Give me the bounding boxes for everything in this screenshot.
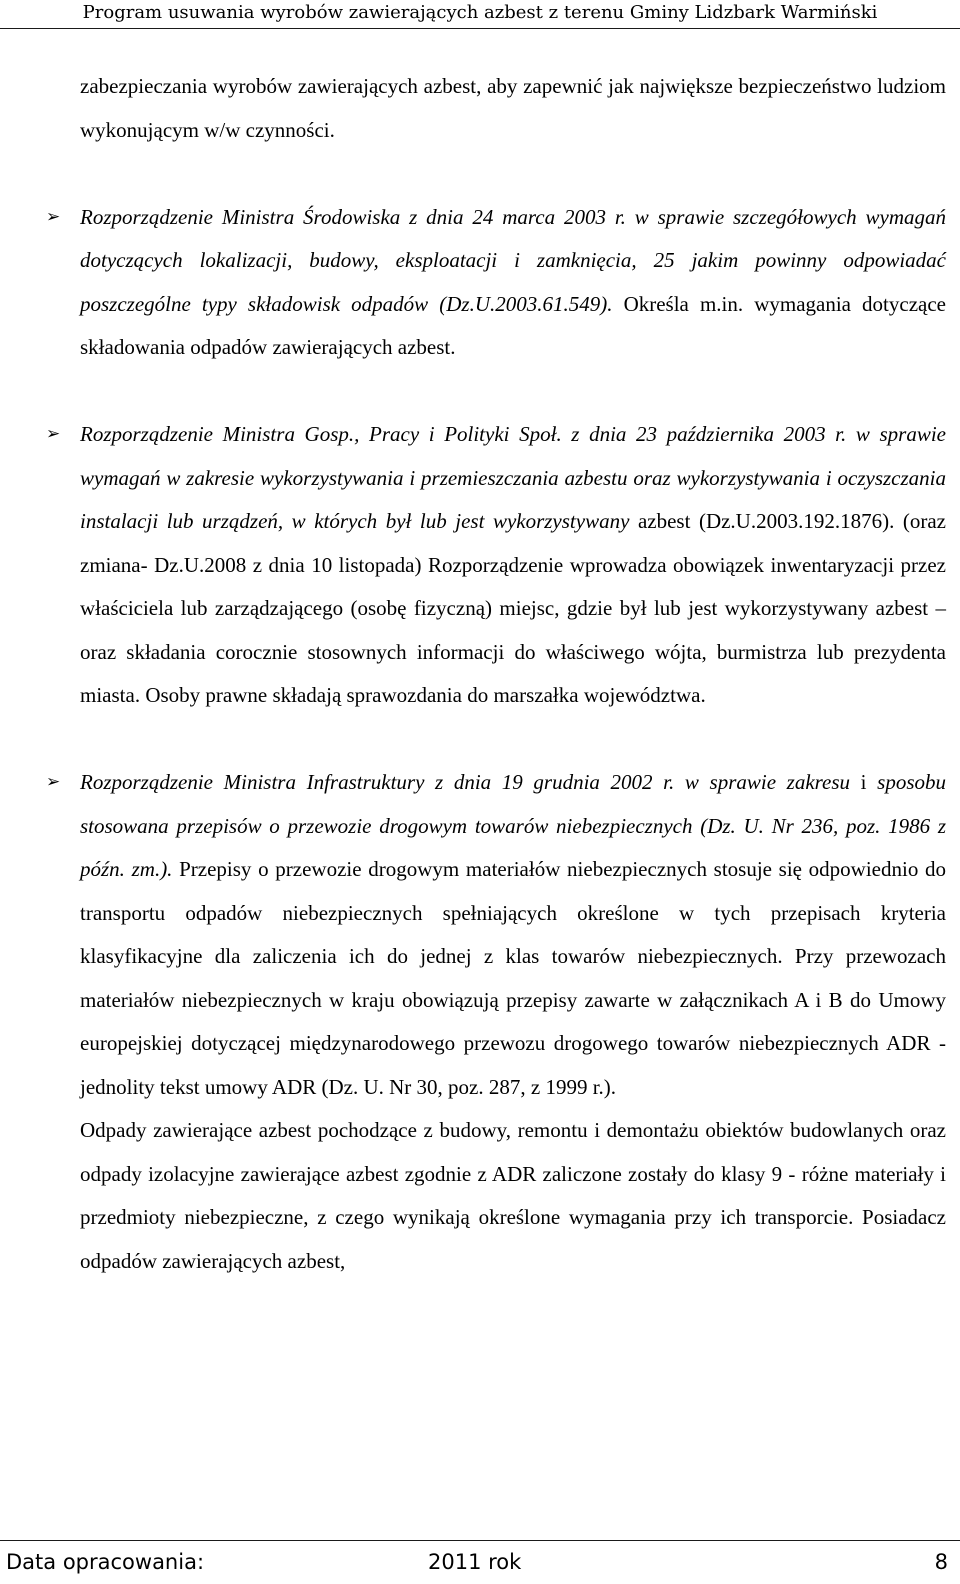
header-title: Program usuwania wyrobów zawierających azbest z terenu Gminy Lidzbark Warmiński — [82, 2, 878, 23]
footer-divider — [0, 1540, 960, 1541]
spacer — [80, 152, 946, 196]
regulation-connector: i — [850, 770, 878, 794]
arrow-bullet-icon: ➢ — [46, 424, 61, 444]
arrow-bullet-icon: ➢ — [46, 206, 61, 227]
page-number: 8 — [934, 1550, 948, 1574]
footer-year: 2011 rok — [428, 1550, 522, 1574]
regulation-paragraph — [80, 413, 946, 718]
regulation-title: Rozporządzenie Ministra Gosp., Pracy i Polityki Społ. z dnia 23 października 2003 r. w sprawie wymagań w zakresie wykorzystywania i przemieszczania azbestu oraz wykorzystywania i oczyszczania instalacji lub urządzeń, w których był lub jest wykorzystywany — [80, 422, 946, 533]
regulation-paragraph — [80, 761, 946, 1109]
page-header — [0, 0, 960, 28]
regulation-title-continued: sposobu stosowana przepisów o przewozie drogowym towarów niebezpiecznych (Dz. U. Nr 236, poz. 1986 z późn. zm.). — [80, 770, 946, 881]
regulation-item-2 — [46, 413, 946, 718]
page-footer — [0, 1544, 960, 1580]
regulation-description: azbest (Dz.U.2003.192.1876). (oraz zmiana- Dz.U.2008 z dnia 10 listopada) Rozporządzenie wprowadza obowiązek inwentaryzacji przez właściciela lub zarządzającego (osobę fizyczną) miejsc, gdzie był lub jest wykorzystywany azbest – oraz składania corocznie stosownych informacji do właściwego wójta, burmistrza lub prezydenta miasta. Osoby prawne składają sprawozdania do marszałka województwa. — [80, 509, 946, 707]
regulation-paragraph — [80, 196, 946, 370]
regulation-title: Rozporządzenie Ministra Infrastruktury z dnia 19 grudnia 2002 r. w sprawie zakresu — [80, 770, 851, 794]
spacer — [80, 718, 946, 762]
regulation-item-3 — [46, 761, 946, 1109]
arrow-bullet-icon: ➢ — [46, 772, 61, 792]
regulation-description: Przepisy o przewozie drogowym materiałów niebezpiecznych stosuje się odpowiednio do transportu odpadów niebezpiecznych spełniających określone w tych przepisach kryteria klasyfikacyjne dla zaliczenia ich do jednej z klas towarów niebezpiecznych. Przy przewozach materiałów niebezpiecznych w kraju obowiązują przepisy zawarte w załącznikach A i B do Umowy europejskiej dotyczącej międzynarodowego przewozu drogowego towarów niebezpiecznych ADR - jednolity tekst umowy ADR (Dz. U. Nr 30, poz. 287, z 1999 r.). — [80, 857, 946, 1099]
document-body — [46, 65, 947, 1283]
regulation-description: Określa m.in. wymagania dotyczące składowania odpadów zawierających azbest. — [80, 291, 947, 359]
header-divider — [0, 28, 960, 29]
footer-date-label: Data opracowania: — [6, 1550, 205, 1574]
intro-paragraph: zabezpieczania wyrobów zawierających azbest, aby zapewnić jak największe bezpieczeństwo ludziom wykonującym w/w czynności. — [80, 74, 946, 142]
closing-paragraph: Odpady zawierające azbest pochodzące z budowy, remontu i demontażu obiektów budowlanych oraz odpady izolacyjne zawierające azbest zgodnie z ADR zaliczone zostały do klasy 9 - różne materiały i przedmioty niebezpieczne, z czego wynikają określone wymagania przy ich transporcie. Posiadacz odpadów zawierających azbest, — [80, 1118, 946, 1273]
regulation-title: Rozporządzenie Ministra Środowiska z dnia 24 marca 2003 r. w sprawie szczegółowych wymagań dotyczących lokalizacji, budowy, eksploatacji i zamknięcia, 25 jakim powinny odpowiadać poszczególne typy składowisk odpadów (Dz.U.2003.61.549). — [80, 204, 946, 316]
regulation-item-1 — [46, 196, 947, 370]
spacer — [80, 370, 946, 414]
